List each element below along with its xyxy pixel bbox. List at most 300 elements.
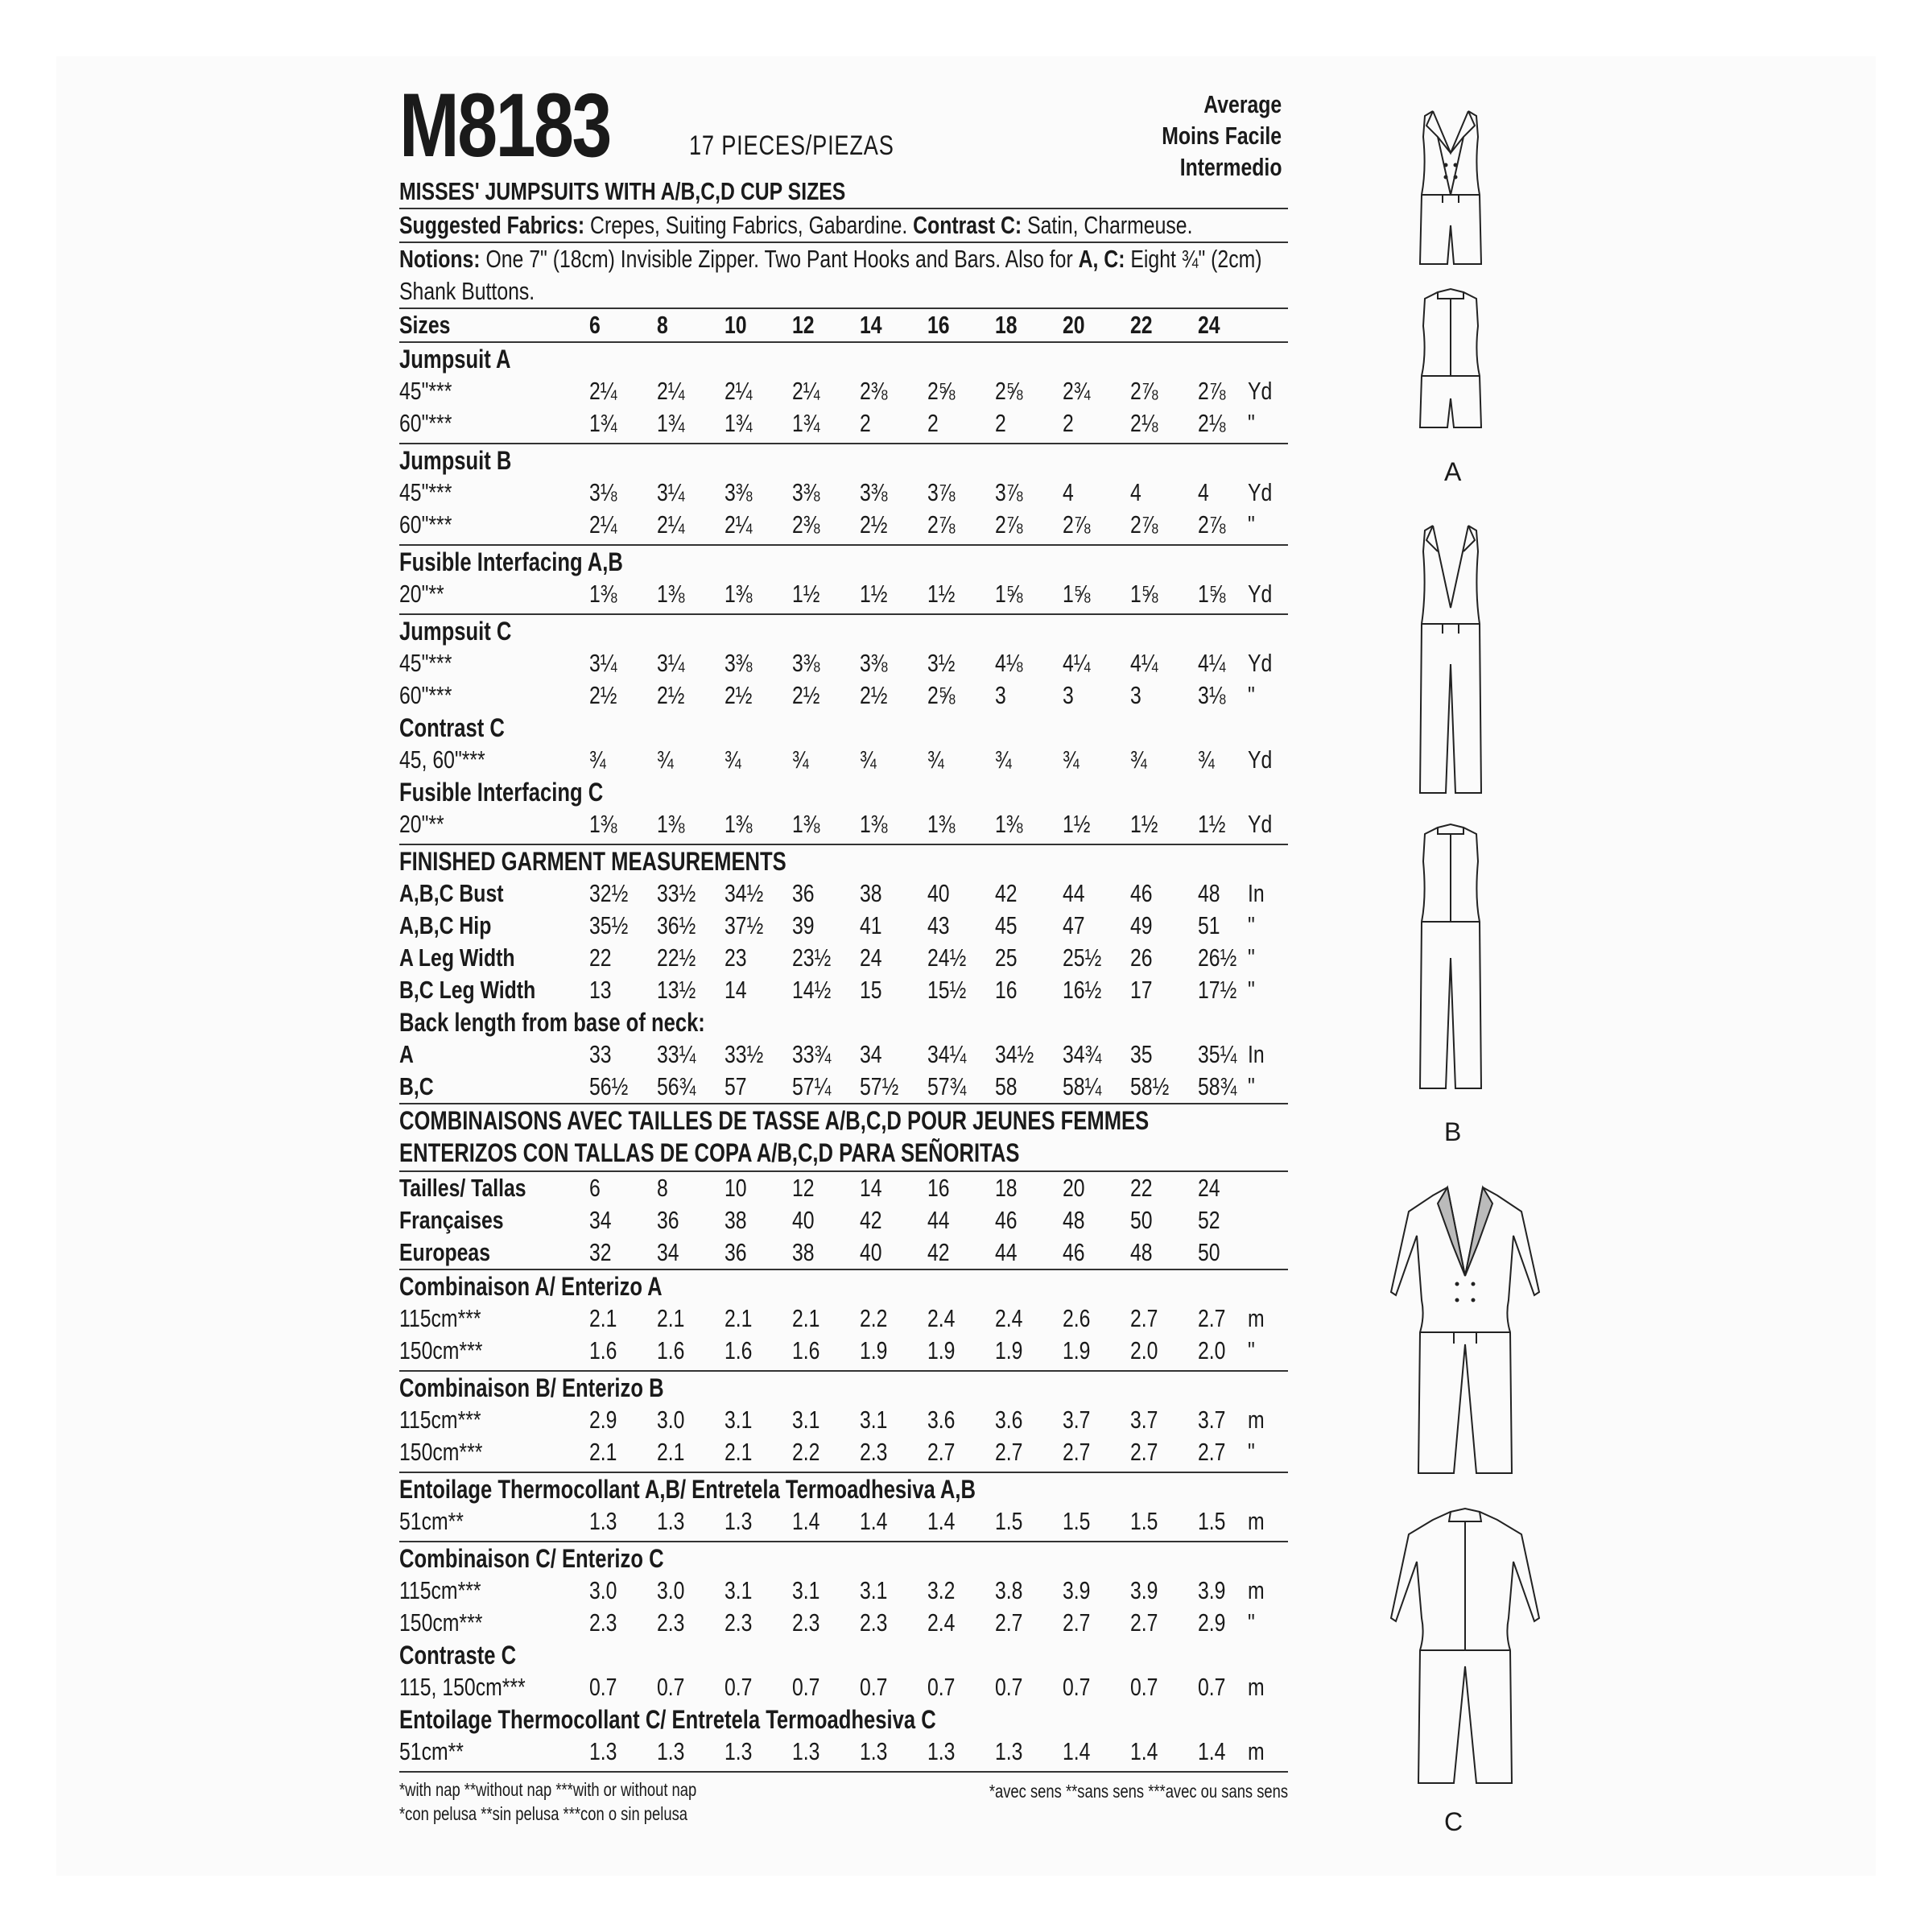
cell-value: 2.7 <box>1130 1438 1158 1466</box>
cell-value: 51 <box>1198 911 1220 939</box>
cell-value: ¾ <box>860 745 877 774</box>
cell-value: 2.3 <box>589 1608 617 1637</box>
cell-value: 17 <box>1130 976 1153 1004</box>
cell-value: 0.7 <box>792 1673 820 1701</box>
cell-value: 23½ <box>792 943 832 972</box>
nap-legend-es: *con pelusa **sin pelusa ***con o sin pelusa <box>399 1803 688 1824</box>
cell-value: 26½ <box>1198 943 1237 972</box>
row-label: 60"*** <box>399 409 452 437</box>
cell-value: 4 <box>1130 478 1141 506</box>
cell-value: ¾ <box>927 745 944 774</box>
cell-value: 2⅛ <box>1198 409 1226 437</box>
cell-value: 35 <box>1130 1040 1153 1068</box>
cell-value: 3.1 <box>724 1576 753 1604</box>
cell-value: 37½ <box>724 911 764 939</box>
row-label: 150cm*** <box>399 1336 483 1364</box>
table-row <box>399 647 1288 679</box>
cell-value: 3.7 <box>1063 1406 1091 1434</box>
cell-value: 2⅞ <box>1063 510 1091 539</box>
table-row <box>399 974 1288 1006</box>
back-length <box>399 1038 1288 1103</box>
cell-value: 2.4 <box>927 1608 956 1637</box>
cell-value: 3.9 <box>1063 1576 1091 1604</box>
cell-value: 2.1 <box>657 1438 685 1466</box>
cell-value: 1⅝ <box>1198 580 1226 608</box>
section-title: Contrast C <box>399 713 505 742</box>
cell-value: 1½ <box>1063 810 1091 838</box>
cell-value: 15½ <box>927 976 967 1004</box>
cell-value: 2.7 <box>927 1438 956 1466</box>
table-row <box>399 1236 1288 1269</box>
cell-value: 2.0 <box>1130 1336 1158 1364</box>
cell-value: 49 <box>1130 911 1153 939</box>
cell-value: ¾ <box>724 745 741 774</box>
cell-value: 45 <box>995 911 1018 939</box>
cell-value: ¾ <box>657 745 674 774</box>
cell-value: 42 <box>927 1238 950 1266</box>
cell-value: 2.2 <box>860 1304 888 1332</box>
cell-value: 2⅞ <box>995 510 1023 539</box>
cell-value: 1½ <box>792 580 820 608</box>
cell-value: 1.5 <box>1198 1507 1226 1535</box>
cell-value: 16½ <box>1063 976 1102 1004</box>
cell-value: 2½ <box>724 681 753 709</box>
cell-value: 36 <box>657 1206 679 1234</box>
view-b-label: B <box>1444 1117 1462 1146</box>
cell-value: 2.7 <box>1198 1438 1226 1466</box>
section-title: Combinaison B/ Enterizo B <box>399 1373 664 1402</box>
section-title: Fusible Interfacing A,B <box>399 547 623 576</box>
cell-value: 40 <box>860 1238 882 1266</box>
cell-value: 14 <box>724 976 747 1004</box>
cell-value: 2.3 <box>724 1608 753 1637</box>
cell-value: 58¼ <box>1063 1072 1102 1100</box>
cell-value: 48 <box>1130 1238 1153 1266</box>
cell-value: 33¼ <box>657 1040 696 1068</box>
row-label: 115cm*** <box>399 1304 481 1332</box>
cell-value: 22 <box>589 943 612 972</box>
unit: In <box>1248 1040 1265 1068</box>
cell-value: 39 <box>792 911 815 939</box>
cell-value: 1⅜ <box>657 580 685 608</box>
cell-value: 35½ <box>589 911 629 939</box>
cell-value: 24½ <box>927 943 967 972</box>
cell-value: 1.4 <box>1063 1737 1091 1765</box>
cell-value: 0.7 <box>927 1673 956 1701</box>
cell-value: 2.2 <box>792 1438 820 1466</box>
cell-value: 34¼ <box>927 1040 967 1068</box>
cell-value: 2.7 <box>995 1438 1023 1466</box>
cell-value: 56½ <box>589 1072 629 1100</box>
cell-value: 41 <box>860 911 882 939</box>
cell-value: 13 <box>589 976 612 1004</box>
cell-value: 2.7 <box>1130 1304 1158 1332</box>
table-row <box>399 407 1288 440</box>
cell-value: 58 <box>995 1072 1018 1100</box>
cell-value: 1⅜ <box>927 810 956 838</box>
cell-value: 3⅜ <box>792 649 820 677</box>
cell-value: 3 <box>995 681 1006 709</box>
cell-value: 3.1 <box>792 1406 820 1434</box>
cell-value: 2⅝ <box>995 377 1023 405</box>
cell-value: 2.1 <box>657 1304 685 1332</box>
cell-value: 24 <box>860 943 882 972</box>
section-title: Contraste C <box>399 1641 517 1670</box>
cell-value: 34 <box>860 1040 882 1068</box>
cell-value: 58¾ <box>1198 1072 1237 1100</box>
cell-value: 17½ <box>1198 976 1237 1004</box>
cell-value: 2½ <box>792 681 820 709</box>
cell-value: 3.7 <box>1130 1406 1158 1434</box>
cell-value: 3.1 <box>724 1406 753 1434</box>
row-label: 115cm*** <box>399 1576 481 1604</box>
cell-value: 47 <box>1063 911 1085 939</box>
table-row <box>399 1302 1288 1335</box>
cell-value: 57 <box>724 1072 747 1100</box>
header <box>399 75 1288 181</box>
cell-value: 2.1 <box>724 1304 753 1332</box>
row-label: A Leg Width <box>399 943 515 972</box>
unit: m <box>1248 1737 1265 1765</box>
section-title: Combinaison C/ Enterizo C <box>399 1544 664 1573</box>
cell-value: 3⅛ <box>589 478 617 506</box>
table-row <box>399 1404 1288 1436</box>
table-row <box>399 808 1288 840</box>
cell-value: 2⅝ <box>927 377 956 405</box>
cell-value: 1.4 <box>792 1507 820 1535</box>
cell-value: 2 <box>927 409 939 437</box>
cell-value: 3.7 <box>1198 1406 1226 1434</box>
unit: Yd <box>1248 580 1273 608</box>
cell-value: 2¾ <box>1063 377 1091 405</box>
unit: Yd <box>1248 810 1273 838</box>
cell-value: 1⅜ <box>860 810 888 838</box>
section-title: Combinaison A/ Enterizo A <box>399 1272 663 1301</box>
cell-value: 3⅛ <box>1198 681 1226 709</box>
cell-value: 2.9 <box>1198 1608 1226 1637</box>
cell-value: 0.7 <box>1063 1673 1091 1701</box>
cell-value: 35¼ <box>1198 1040 1237 1068</box>
cell-value: 38 <box>792 1238 815 1266</box>
cell-value: 4¼ <box>1063 649 1091 677</box>
cell-value: 1⅜ <box>589 580 617 608</box>
unit: Yd <box>1248 649 1273 677</box>
table-row <box>399 1671 1288 1703</box>
cell-value: 1½ <box>860 580 888 608</box>
difficulty-en: Average <box>1203 90 1282 118</box>
cell-value: 40 <box>792 1206 815 1234</box>
table-row <box>399 910 1288 942</box>
cell-value: 42 <box>995 879 1018 907</box>
cell-value: 2⅞ <box>1198 377 1226 405</box>
cell-value: 52 <box>1198 1206 1220 1234</box>
cell-value: 4¼ <box>1130 649 1158 677</box>
cell-value: 44 <box>1063 879 1085 907</box>
cell-value: 57¼ <box>792 1072 832 1100</box>
view-a-back-drawing <box>1402 286 1499 439</box>
cell-value: 1.4 <box>927 1507 956 1535</box>
cell-value: 36½ <box>657 911 696 939</box>
cell-value: 3.1 <box>792 1576 820 1604</box>
nap-legend <box>399 1777 1288 1826</box>
cell-value: 2⅞ <box>1130 377 1158 405</box>
row-label: A,B,C Bust <box>399 879 504 907</box>
cell-value: 1.3 <box>995 1737 1023 1765</box>
cell-value: 46 <box>1130 879 1153 907</box>
table-row <box>399 375 1288 407</box>
cell-value: 1.6 <box>792 1336 820 1364</box>
cell-value: 56¾ <box>657 1072 696 1100</box>
row-label: 45"*** <box>399 649 452 677</box>
cell-value: 1.5 <box>1063 1507 1091 1535</box>
cell-value: 2.7 <box>1063 1608 1091 1637</box>
row-label: 115cm*** <box>399 1406 481 1434</box>
cell-value: 1.9 <box>927 1336 956 1364</box>
unit: " <box>1248 911 1255 939</box>
cell-value: 4 <box>1198 478 1209 506</box>
table-row <box>399 1607 1288 1639</box>
cell-value: 1½ <box>1198 810 1226 838</box>
cell-value: 14 <box>860 1174 882 1202</box>
cell-value: 1.4 <box>1198 1737 1226 1765</box>
cell-value: 1.4 <box>1130 1737 1158 1765</box>
view-illustrations <box>1368 89 1562 1836</box>
table-row <box>399 1038 1288 1071</box>
unit: m <box>1248 1673 1265 1701</box>
cell-value: 24 <box>1198 1174 1220 1202</box>
cell-value: 3.0 <box>657 1576 685 1604</box>
cell-value: 1.3 <box>792 1737 820 1765</box>
cell-value: 2½ <box>860 510 888 539</box>
metric-title-fr: COMBINAISONS AVEC TAILLES DE TASSE A/B,C,D POUR JEUNES FEMMES <box>399 1106 1150 1135</box>
cell-value: 2.3 <box>792 1608 820 1637</box>
row-label: 45, 60"*** <box>399 745 485 774</box>
cell-value: 0.7 <box>657 1673 685 1701</box>
row-label: A,B,C Hip <box>399 911 492 939</box>
notions-line-2: Shank Buttons. <box>399 277 535 305</box>
cell-value: 34¾ <box>1063 1040 1102 1068</box>
cell-value: 1¾ <box>792 409 820 437</box>
notions: Notions: One 7" (18cm) Invisible Zipper. Two Pant Hooks and Bars. Also for A, C: Eight ¾" (2cm) <box>399 245 1262 273</box>
cell-value: 34½ <box>724 879 764 907</box>
unit: m <box>1248 1576 1265 1604</box>
section-title: Entoilage Thermocollant A,B/ Entretela Termoadhesiva A,B <box>399 1475 976 1504</box>
cell-value: 1.3 <box>657 1507 685 1535</box>
unit: " <box>1248 1336 1255 1364</box>
cell-value: 1⅜ <box>589 810 617 838</box>
cell-value: 2¼ <box>589 377 617 405</box>
difficulty-es: Intermedio <box>1179 153 1282 181</box>
cell-value: 2⅞ <box>927 510 956 539</box>
row-label: 115, 150cm*** <box>399 1673 526 1701</box>
yardage-chart <box>399 75 1288 1826</box>
cell-value: 57¾ <box>927 1072 967 1100</box>
cell-value: 3¼ <box>657 649 685 677</box>
unit: " <box>1248 976 1255 1004</box>
nap-legend-fr: *avec sens **sans sens ***avec ou sans sens <box>989 1781 1288 1802</box>
cell-value: 36 <box>724 1238 747 1266</box>
unit: In <box>1248 879 1265 907</box>
cell-value: 40 <box>927 879 950 907</box>
cell-value: 44 <box>927 1206 950 1234</box>
cell-value: 3.8 <box>995 1576 1023 1604</box>
cell-value: 12 <box>792 1174 815 1202</box>
cell-value: 2¼ <box>589 510 617 539</box>
cell-value: 3⅜ <box>860 649 888 677</box>
cell-value: 20 <box>1063 1174 1085 1202</box>
cell-value: 2½ <box>860 681 888 709</box>
cell-value: 32½ <box>589 879 629 907</box>
cell-value: 1.6 <box>724 1336 753 1364</box>
section-title: Jumpsuit A <box>399 345 511 374</box>
unit: " <box>1248 943 1255 972</box>
cell-value: 48 <box>1198 879 1220 907</box>
cell-value: ¾ <box>1063 745 1080 774</box>
row-label: 20"** <box>399 580 444 608</box>
cell-value: 3.6 <box>927 1406 956 1434</box>
cell-value: 6 <box>589 1174 601 1202</box>
cell-value: 0.7 <box>724 1673 753 1701</box>
unit: " <box>1248 1072 1255 1100</box>
cell-value: ¾ <box>1130 745 1147 774</box>
finished-measurements <box>399 877 1288 1006</box>
cell-value: 46 <box>1063 1238 1085 1266</box>
table-row <box>399 477 1288 509</box>
cell-value: ¾ <box>589 745 606 774</box>
table-row <box>399 744 1288 776</box>
cell-value: 1.3 <box>589 1737 617 1765</box>
view-c-back-drawing <box>1385 1505 1546 1795</box>
cell-value: 2.7 <box>1063 1438 1091 1466</box>
row-label: 45"*** <box>399 377 452 405</box>
cell-value: 2.3 <box>657 1608 685 1637</box>
cell-value: 1⅝ <box>1130 580 1158 608</box>
cell-value: 48 <box>1063 1206 1085 1234</box>
cell-value: 2.1 <box>792 1304 820 1332</box>
cell-value: 1.6 <box>657 1336 685 1364</box>
cell-value: 2¼ <box>657 377 685 405</box>
difficulty-fr: Moins Facile <box>1162 122 1282 150</box>
back-length-title: Back length from base of neck: <box>399 1008 705 1037</box>
cell-value: 3½ <box>927 649 956 677</box>
cell-value: 3⅞ <box>995 478 1023 506</box>
section-title: Entoilage Thermocollant C/ Entretela Termoadhesiva C <box>399 1705 936 1734</box>
unit: " <box>1248 409 1255 437</box>
row-label: B,C Leg Width <box>399 976 536 1004</box>
cell-value: 1¾ <box>589 409 617 437</box>
cell-value: 2.1 <box>724 1438 753 1466</box>
cell-value: 14½ <box>792 976 832 1004</box>
row-label: A <box>399 1040 414 1068</box>
row-label: Europeas <box>399 1238 491 1266</box>
cell-value: 2½ <box>657 681 685 709</box>
cell-value: 42 <box>860 1206 882 1234</box>
row-label: 20"** <box>399 810 444 838</box>
unit: m <box>1248 1507 1265 1535</box>
pieces-count: 17 PIECES/PIEZAS <box>689 130 894 161</box>
cell-value: 1⅜ <box>657 810 685 838</box>
cell-value: 38 <box>724 1206 747 1234</box>
cell-value: 2.7 <box>1130 1608 1158 1637</box>
table-row <box>399 942 1288 974</box>
cell-value: 25 <box>995 943 1018 972</box>
unit: Yd <box>1248 745 1273 774</box>
cell-value: 2 <box>1063 409 1074 437</box>
cell-value: 0.7 <box>1198 1673 1226 1701</box>
cell-value: 43 <box>927 911 950 939</box>
metric-title-es: ENTERIZOS CON TALLAS DE COPA A/B,C,D PARA SEÑORITAS <box>399 1138 1020 1167</box>
cell-value: 34 <box>657 1238 679 1266</box>
cell-value: 1⅜ <box>724 580 753 608</box>
cell-value: 0.7 <box>860 1673 888 1701</box>
unit: Yd <box>1248 377 1273 405</box>
cell-value: 32 <box>589 1238 612 1266</box>
table-row <box>399 509 1288 541</box>
cell-value: 1.9 <box>860 1336 888 1364</box>
cell-value: 33½ <box>724 1040 764 1068</box>
cell-value: 1.4 <box>860 1507 888 1535</box>
cell-value: 1½ <box>1130 810 1158 838</box>
cell-value: 57½ <box>860 1072 899 1100</box>
cell-value: 34 <box>589 1206 612 1234</box>
cell-value: 2.6 <box>1063 1304 1091 1332</box>
cell-value: 10 <box>724 1174 747 1202</box>
cell-value: 1⅜ <box>792 810 820 838</box>
cell-value: 4¼ <box>1198 649 1226 677</box>
cell-value: 0.7 <box>1130 1673 1158 1701</box>
section-title: Fusible Interfacing C <box>399 778 604 807</box>
cell-value: 3⅜ <box>860 478 888 506</box>
view-a-front-drawing <box>1402 105 1499 274</box>
unit: m <box>1248 1406 1265 1434</box>
row-label: Françaises <box>399 1206 504 1234</box>
cell-value: 16 <box>995 976 1018 1004</box>
cell-value: 36 <box>792 879 815 907</box>
table-row <box>399 1335 1288 1367</box>
cell-value: 1⅜ <box>995 810 1023 838</box>
cell-value: 44 <box>995 1238 1018 1266</box>
cell-value: 1.5 <box>1130 1507 1158 1535</box>
view-b-front-drawing <box>1402 519 1499 809</box>
cell-value: 25½ <box>1063 943 1102 972</box>
cell-value: 2½ <box>589 681 617 709</box>
cell-value: 2⅝ <box>927 681 956 709</box>
cell-value: 2¼ <box>657 510 685 539</box>
cell-value: 13½ <box>657 976 696 1004</box>
section-title: Jumpsuit C <box>399 617 512 646</box>
finished-measurements-title: FINISHED GARMENT MEASUREMENTS <box>399 847 786 876</box>
cell-value: 33 <box>589 1040 612 1068</box>
cell-value: 3.1 <box>860 1576 888 1604</box>
cell-value: 2¼ <box>792 377 820 405</box>
nap-legend-en: *with nap **without nap ***with or without nap <box>399 1779 697 1800</box>
cell-value: ¾ <box>995 745 1012 774</box>
cell-value: ¾ <box>1198 745 1215 774</box>
table-row <box>399 679 1288 712</box>
cell-value: 0.7 <box>589 1673 617 1701</box>
cell-value: 50 <box>1130 1206 1153 1234</box>
cell-value: 3.0 <box>589 1576 617 1604</box>
cell-value: 2⅞ <box>1130 510 1158 539</box>
cell-value: 1.9 <box>1063 1336 1091 1364</box>
cell-value: 2.4 <box>995 1304 1023 1332</box>
cell-value: 1.3 <box>860 1737 888 1765</box>
cell-value: 3.0 <box>657 1406 685 1434</box>
cell-value: 2⅞ <box>1198 510 1226 539</box>
cell-value: 38 <box>860 879 882 907</box>
sizes-header: Sizes 6 8 10 12 14 16 18 20 22 24 <box>399 311 1220 339</box>
section-title: Jumpsuit B <box>399 446 512 475</box>
